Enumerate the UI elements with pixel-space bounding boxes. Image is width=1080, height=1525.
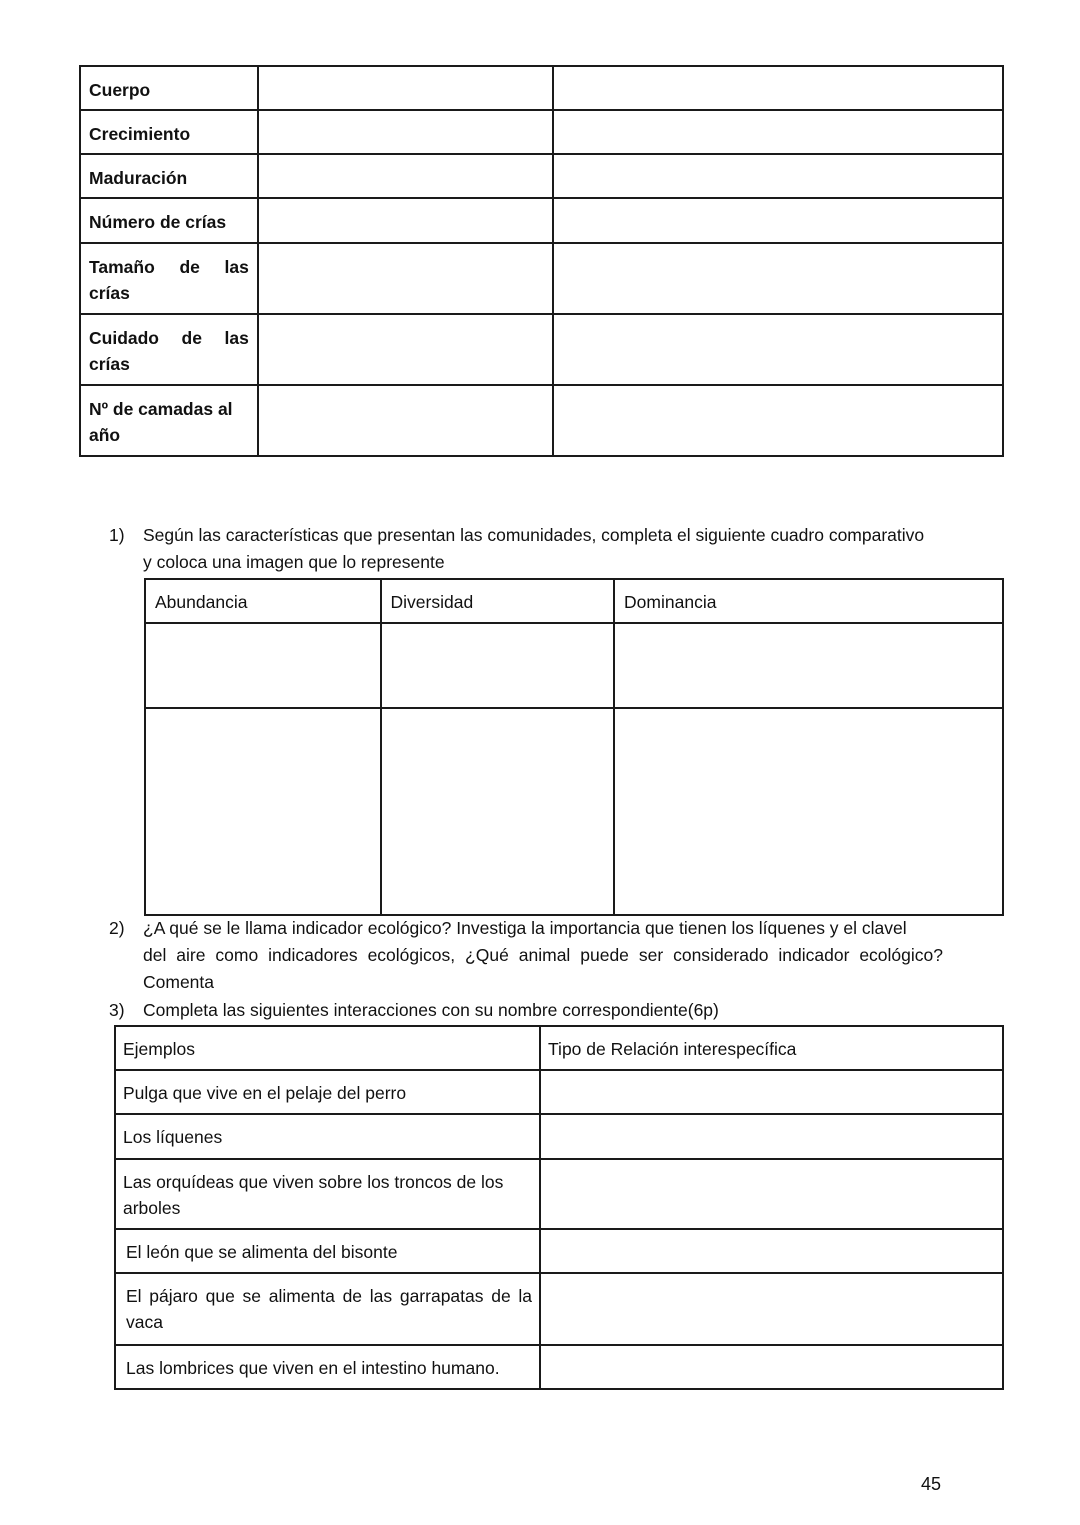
- row-label: Crecimiento: [80, 110, 258, 154]
- answer-cell[interactable]: [553, 154, 1003, 198]
- example-cell: Las orquídeas que viven sobre los troncos de los arboles: [115, 1159, 540, 1229]
- community-comparison-table: [144, 578, 1004, 916]
- question-number: 1): [109, 525, 125, 545]
- answer-cell[interactable]: [258, 198, 553, 243]
- column-header: Dominancia: [614, 579, 1003, 623]
- image-cell[interactable]: [381, 708, 615, 915]
- answer-cell[interactable]: [381, 623, 615, 708]
- answer-cell[interactable]: [540, 1273, 1003, 1345]
- question-number: 2): [109, 918, 125, 938]
- question-text-line: y coloca una imagen que lo represente: [143, 552, 445, 572]
- answer-cell[interactable]: [540, 1114, 1003, 1159]
- question-text-line: Completa las siguientes interacciones con su nombre correspondiente(6p): [143, 1000, 719, 1020]
- answer-cell[interactable]: [614, 623, 1003, 708]
- row-label: Tamaño de las crías: [80, 243, 258, 314]
- row-label: Número de crías: [80, 198, 258, 243]
- question-number: 3): [109, 1000, 125, 1020]
- question-text-line: ¿A qué se le llama indicador ecológico? Investiga la importancia que tienen los líquenes y el clavel: [143, 918, 907, 938]
- answer-cell[interactable]: [553, 314, 1003, 385]
- column-header: Abundancia: [145, 579, 381, 623]
- answer-cell[interactable]: [540, 1345, 1003, 1389]
- answer-cell[interactable]: [258, 110, 553, 154]
- answer-cell[interactable]: [553, 198, 1003, 243]
- image-cell[interactable]: [145, 708, 381, 915]
- answer-cell[interactable]: [258, 385, 553, 456]
- characteristics-table: [79, 65, 1004, 457]
- question-text-line: Según las características que presentan las comunidades, completa el siguiente cuadro comparativo: [143, 525, 925, 545]
- answer-cell[interactable]: [258, 66, 553, 110]
- question-3: [109, 997, 949, 1025]
- column-header: Tipo de Relación interespecífica: [540, 1026, 1003, 1070]
- page-number: 45: [921, 1474, 942, 1494]
- answer-cell[interactable]: [258, 314, 553, 385]
- question-text-line: Comenta: [143, 972, 215, 992]
- column-header: Ejemplos: [115, 1026, 540, 1070]
- row-label: Maduración: [80, 154, 258, 198]
- answer-cell[interactable]: [145, 623, 381, 708]
- answer-cell[interactable]: [258, 243, 553, 314]
- row-label: Cuerpo: [80, 66, 258, 110]
- example-cell: Los líquenes: [115, 1114, 540, 1159]
- answer-cell[interactable]: [553, 243, 1003, 314]
- example-cell: Pulga que vive en el pelaje del perro: [115, 1070, 540, 1114]
- answer-cell[interactable]: [553, 110, 1003, 154]
- row-label: Cuidado de las crías: [80, 314, 258, 385]
- answer-cell[interactable]: [540, 1070, 1003, 1114]
- answer-cell[interactable]: [553, 385, 1003, 456]
- column-header: Diversidad: [381, 579, 615, 623]
- question-text-line: del aire como indicadores ecológicos, ¿Qué animal puede ser considerado indicador ecológico?: [143, 945, 943, 965]
- example-cell: El león que se alimenta del bisonte: [115, 1229, 540, 1273]
- example-cell: Las lombrices que viven en el intestino humano.: [115, 1345, 540, 1389]
- question-2: [109, 915, 949, 997]
- row-label: Nº de camadas al año: [80, 385, 258, 456]
- interactions-table: [114, 1025, 1004, 1390]
- image-cell[interactable]: [614, 708, 1003, 915]
- example-cell: El pájaro que se alimenta de las garrapatas de la vaca: [115, 1273, 540, 1345]
- answer-cell[interactable]: [540, 1229, 1003, 1273]
- answer-cell[interactable]: [540, 1159, 1003, 1229]
- answer-cell[interactable]: [258, 154, 553, 198]
- answer-cell[interactable]: [553, 66, 1003, 110]
- question-1: [109, 522, 949, 578]
